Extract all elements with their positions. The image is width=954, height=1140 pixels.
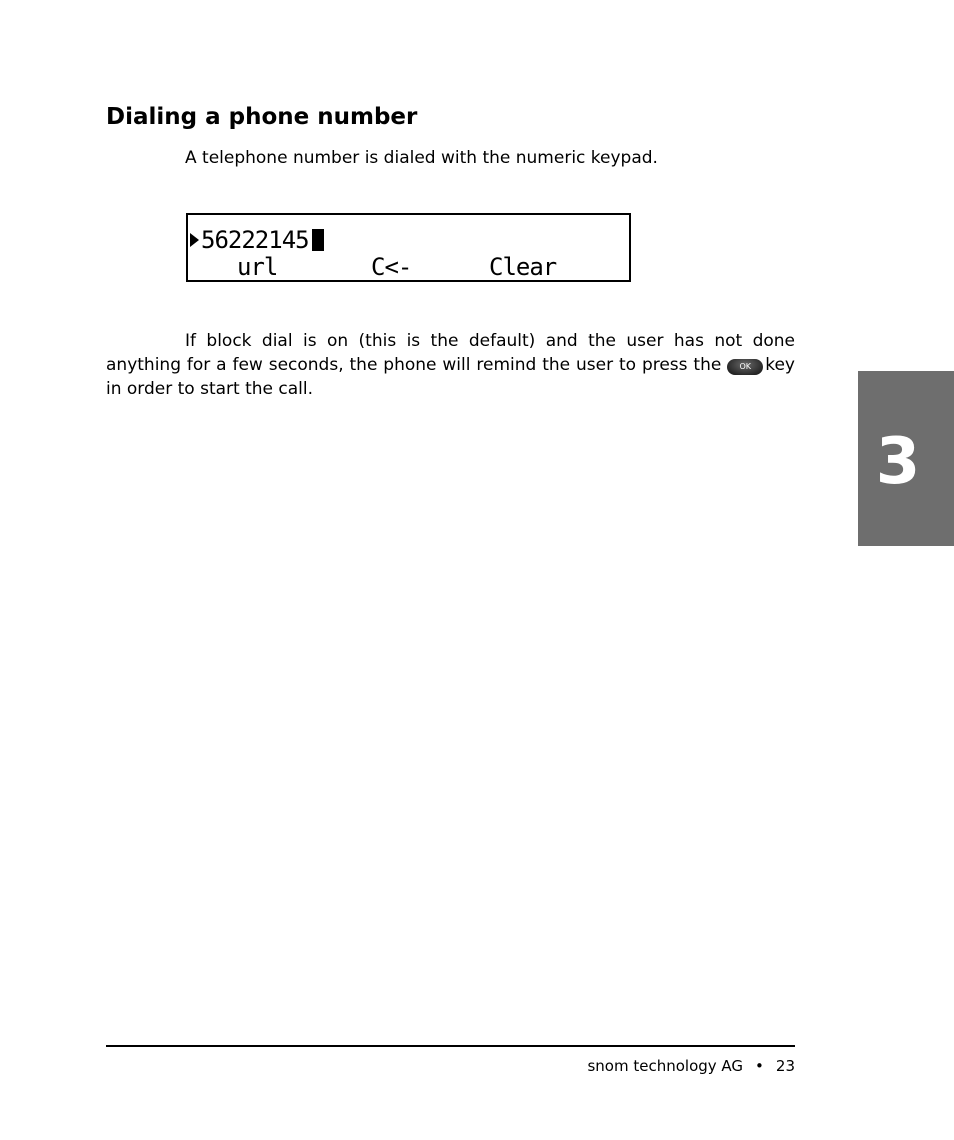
cursor-arrow-icon [190, 233, 199, 247]
dial-line [190, 228, 324, 252]
paragraph-text-after: key in order to start the call. [106, 355, 795, 399]
text-cursor-icon [312, 229, 324, 251]
softkey-clear: Clear [489, 253, 557, 281]
page-footer [587, 1057, 795, 1075]
section-heading: Dialing a phone number [106, 104, 418, 130]
block-dial-paragraph [106, 329, 795, 401]
paragraph-text-before: If block dial is on (this is the default) and the user has not done anything for a few seconds, the phone will remind the user to press the [106, 331, 795, 375]
dialed-number: 56222145 [201, 226, 309, 254]
intro-text: A telephone number is dialed with the numeric keypad. [185, 148, 658, 168]
chapter-tab [858, 371, 954, 546]
footer-company: snom technology AG [587, 1057, 744, 1075]
footer-separator: • [755, 1057, 764, 1075]
footer-divider [106, 1045, 795, 1047]
ok-key-icon: OK [727, 359, 763, 375]
page-number: 23 [775, 1057, 795, 1075]
chapter-number: 3 [875, 425, 921, 499]
softkey-backspace: C<- [371, 253, 412, 281]
softkey-url: url [237, 253, 278, 281]
phone-display-screenshot [186, 213, 631, 282]
